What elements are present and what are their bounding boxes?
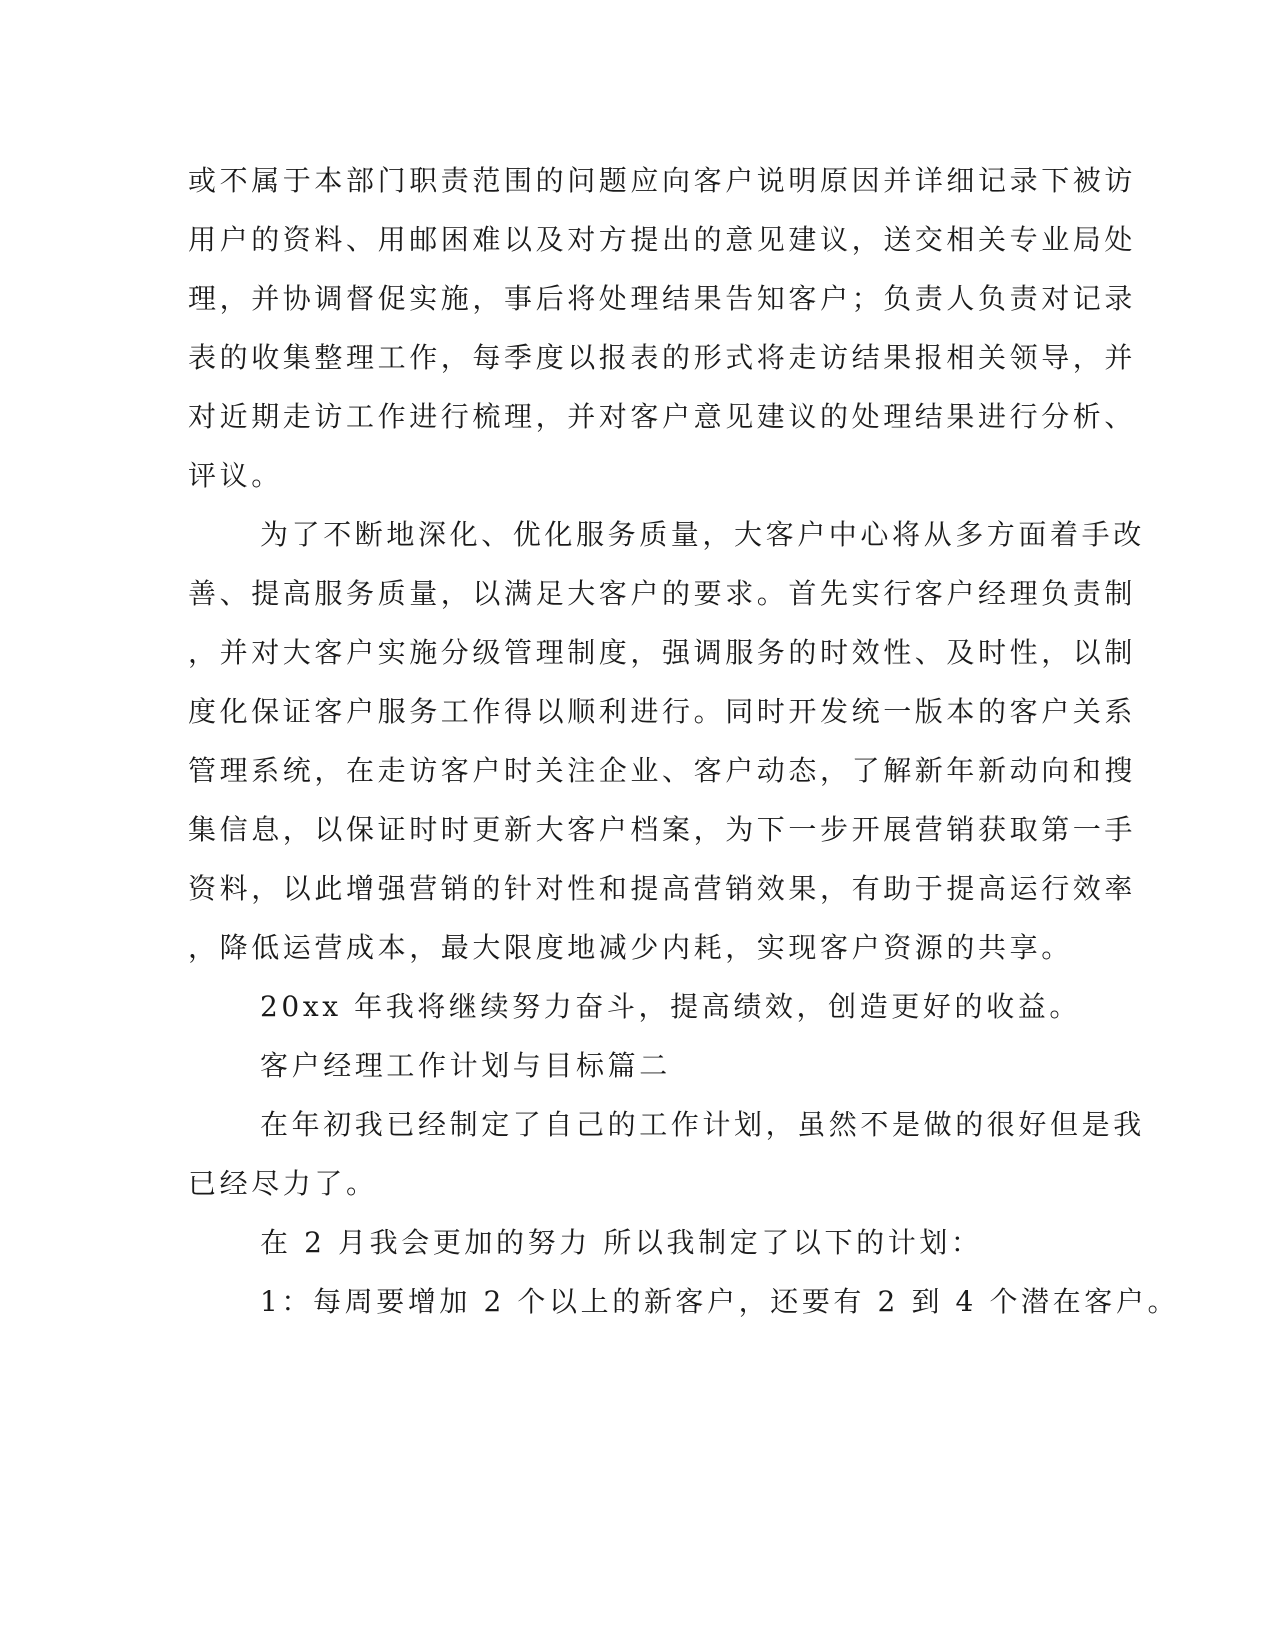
text-line-7: 为了不断地深化、优化服务质量，大客户中心将从多方面着手改 [260, 518, 1145, 551]
list-item-1: 1：每周要增加 2 个以上的新客户，还要有 2 到 4 个潜在客户。 [260, 1285, 1180, 1318]
text-line-1: 或不属于本部门职责范围的问题应向客户说明原因并详细记录下被访 [188, 164, 1137, 197]
text-line-13: 资料，以此增强营销的针对性和提高营销效果，有助于提高运行效率 [188, 872, 1137, 905]
text-line-5: 对近期走访工作进行梳理，并对客户意见建议的处理结果进行分析、 [188, 400, 1137, 433]
text-line-17: 在年初我已经制定了自己的工作计划，虽然不是做的很好但是我 [260, 1108, 1145, 1141]
text-line-18: 已经尽力了。 [188, 1167, 378, 1200]
text-line-15: 20xx 年我将继续努力奋斗，提高绩效，创造更好的收益。 [260, 990, 1081, 1023]
text-line-12: 集信息，以保证时时更新大客户档案，为下一步开展营销获取第一手 [188, 813, 1137, 846]
text-line-2: 用户的资料、用邮困难以及对方提出的意见建议，送交相关专业局处 [188, 223, 1137, 256]
text-line-19: 在 2 月我会更加的努力 所以我制定了以下的计划： [260, 1226, 983, 1259]
text-line-11: 管理系统，在走访客户时关注企业、客户动态，了解新年新动向和搜 [188, 754, 1137, 787]
text-line-6: 评议。 [188, 459, 283, 492]
text-line-8: 善、提高服务质量，以满足大客户的要求。首先实行客户经理负责制 [188, 577, 1137, 610]
section-heading: 客户经理工作计划与目标篇二 [260, 1049, 671, 1082]
text-line-14: ，降低运营成本，最大限度地减少内耗，实现客户资源的共享。 [188, 931, 1073, 964]
text-line-4: 表的收集整理工作，每季度以报表的形式将走访结果报相关领导，并 [188, 341, 1137, 374]
text-line-3: 理，并协调督促实施，事后将处理结果告知客户；负责人负责对记录 [188, 282, 1137, 315]
text-line-10: 度化保证客户服务工作得以顺利进行。同时开发统一版本的客户关系 [188, 695, 1137, 728]
text-line-9: ，并对大客户实施分级管理制度，强调服务的时效性、及时性，以制 [188, 636, 1137, 669]
